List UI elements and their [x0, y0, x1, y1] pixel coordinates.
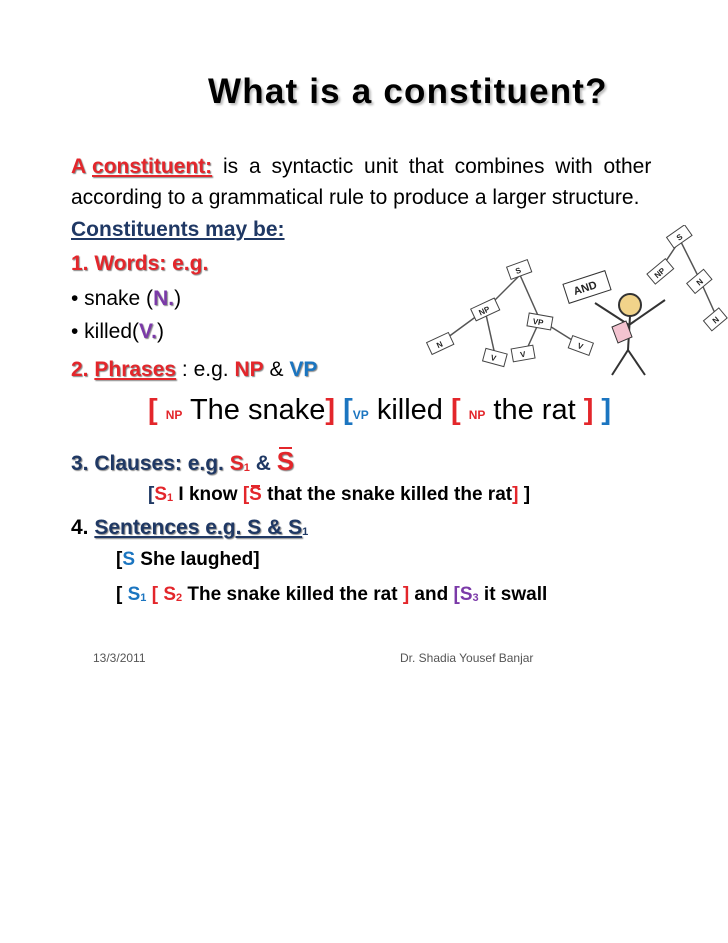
clauses-line	[71, 446, 294, 477]
bracket: ]	[518, 484, 531, 505]
tree-label: V	[576, 341, 585, 352]
bracket: [	[146, 584, 164, 605]
sentence-sub: 1	[302, 526, 309, 538]
clause-s: S	[154, 484, 168, 505]
tree-label: N	[710, 314, 721, 326]
bracket: [	[450, 394, 461, 426]
sentences-line	[71, 516, 308, 540]
bracket: [	[242, 484, 250, 505]
bracket: [	[335, 394, 353, 426]
footer-author: Dr. Shadia Yousef Banjar	[400, 651, 534, 665]
bracket: ]	[402, 584, 410, 605]
clause-word: I know	[173, 484, 243, 505]
killed-close: )	[156, 320, 164, 343]
definition-text-1: is a syntactic unit that combines with other	[212, 155, 652, 178]
phrases-heading: Phrases	[94, 358, 177, 381]
bracket: ]	[325, 394, 336, 426]
tree-label: NP	[477, 304, 492, 318]
sentence-s: S	[127, 584, 141, 605]
may-be-heading: Constituents may be:	[71, 218, 285, 241]
clause-sbar: S	[276, 446, 295, 476]
phrases-line	[71, 358, 317, 382]
bracket: ]	[593, 394, 612, 426]
clause-s: S	[229, 452, 244, 475]
sentence-word: and	[409, 584, 454, 605]
bracket: [	[148, 394, 158, 426]
clause-sub: 1	[243, 462, 250, 474]
sentence-word: The snake killed the rat	[182, 584, 403, 605]
sentences-num: 4.	[71, 516, 95, 539]
killed-text: • killed(	[71, 320, 140, 343]
phrase-word: killed	[368, 394, 451, 426]
sentence-s: S	[163, 584, 176, 605]
phrase-word: the rat	[485, 394, 584, 426]
definition-text-2: according to a grammatical rule to produce a larger structure.	[71, 186, 640, 209]
sentence-word: it swall	[478, 584, 548, 605]
sentence-s: S	[122, 549, 136, 570]
clauses-heading: 3. Clauses: e.g.	[71, 452, 230, 475]
clause-example	[148, 484, 530, 506]
sentence-sub: 1	[140, 592, 147, 604]
np-tag: NP	[468, 408, 486, 422]
vp-tag: VP	[352, 408, 369, 422]
bracket: [	[116, 584, 128, 605]
vp-label: VP	[289, 358, 318, 381]
sentences-heading: Sentences e.g. S & S	[94, 516, 303, 539]
tree-label: S	[674, 232, 685, 243]
phrases-num: 2.	[71, 358, 95, 381]
words-item-snake	[71, 287, 181, 311]
bracket: [	[148, 484, 155, 505]
phrase-example	[148, 394, 611, 427]
tree-label: AND	[572, 279, 599, 298]
tree-label: NP	[652, 266, 668, 281]
bracket: ]	[583, 394, 594, 426]
bracket: ]	[512, 484, 519, 505]
footer-date: 13/3/2011	[93, 651, 146, 665]
definition-a: A	[71, 155, 87, 178]
tree-label: VP	[532, 316, 545, 328]
np-tag: NP	[165, 408, 183, 422]
sentence-s: S	[459, 584, 473, 605]
tree-label: V	[489, 353, 498, 364]
clause-sub: 1	[167, 492, 174, 504]
syntax-tree-illustration	[400, 225, 728, 385]
sentence-example-1	[116, 549, 260, 571]
verb-tag: V.	[139, 320, 157, 343]
tree-label: N	[694, 276, 705, 288]
bracket: [	[116, 549, 123, 570]
definition-line-1	[71, 155, 651, 179]
words-item-killed	[71, 320, 164, 344]
sentence-sub: 3	[472, 592, 479, 604]
definition-term: constituent:	[92, 155, 213, 178]
clause-word: that the snake killed the rat	[261, 484, 513, 505]
tree-label: S	[514, 265, 523, 277]
snake-text: • snake (	[71, 287, 154, 310]
clauses-amp: &	[249, 452, 277, 475]
snake-close: )	[174, 287, 182, 310]
np-label: NP	[234, 358, 264, 381]
bracket: [	[453, 584, 460, 605]
slide-title: What is a constituent?	[208, 72, 608, 111]
tree-label: V	[519, 349, 527, 360]
tree-label: N	[435, 339, 445, 351]
phrase-word: The snake	[182, 394, 326, 426]
phrases-eg: : e.g.	[176, 358, 235, 381]
noun-tag: N.	[153, 287, 175, 310]
phrases-amp: &	[263, 358, 290, 381]
sentence-word: She laughed]	[135, 549, 260, 570]
sentence-sub: 2	[176, 592, 183, 604]
sentence-example-2	[116, 584, 547, 606]
clause-sbar: S	[249, 484, 262, 505]
words-heading: 1. Words: e.g.	[71, 252, 209, 275]
